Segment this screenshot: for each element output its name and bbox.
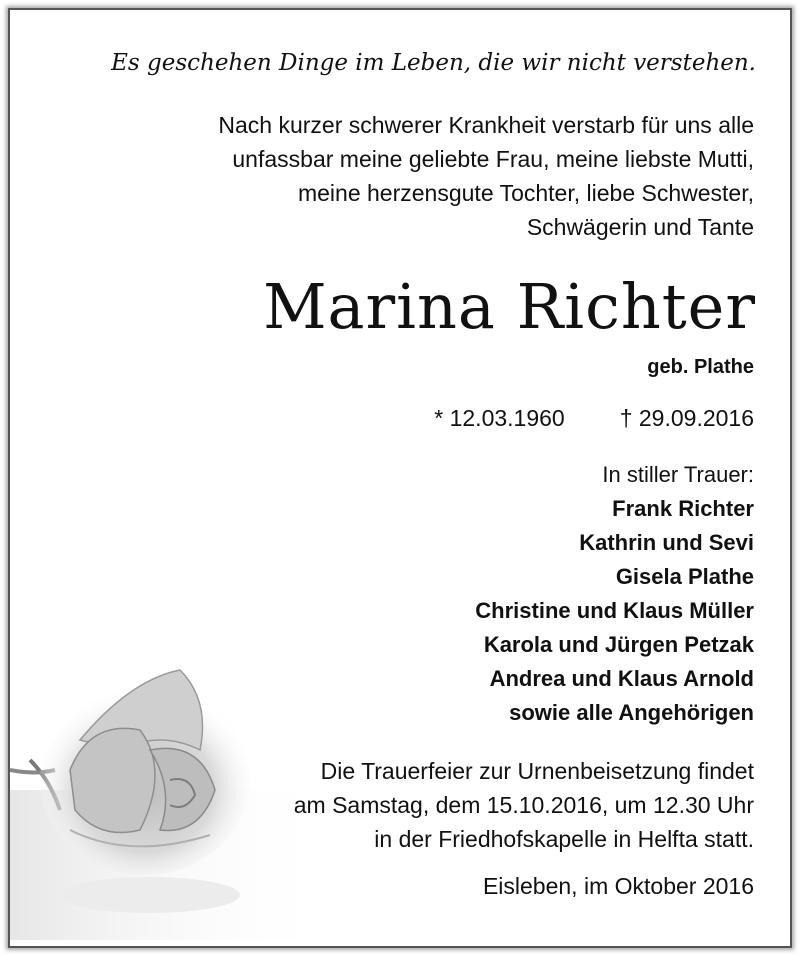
death-date: † 29.09.2016	[619, 405, 754, 431]
mourners-heading: In stiller Trauer:	[602, 462, 754, 487]
intro-line: unfassbar meine geliebte Frau, meine liebste Mutti,	[232, 146, 754, 172]
mourners-block	[475, 458, 754, 730]
intro-line: meine herzensgute Tochter, liebe Schwester,	[297, 180, 754, 206]
mourner-name: Kathrin und Sevi	[579, 530, 754, 555]
mourner-name: Andrea und Klaus Arnold	[489, 666, 754, 691]
ceremony-line: am Samstag, dem 15.10.2016, um 12.30 Uhr	[293, 792, 754, 818]
motto: Es geschehen Dinge im Leben, die wir nicht verstehen.	[111, 50, 756, 76]
life-dates	[434, 405, 754, 432]
birth-date: * 12.03.1960	[434, 405, 565, 431]
intro-line: Schwägerin und Tante	[526, 214, 754, 240]
maiden-name: geb. Plathe	[647, 356, 754, 378]
deceased-name: Marina Richter	[263, 270, 756, 343]
ceremony-line: Die Trauerfeier zur Urnenbeisetzung findet	[320, 758, 754, 784]
intro-line: Nach kurzer schwerer Krankheit verstarb für uns alle	[218, 112, 754, 138]
place-date: Eisleben, im Oktober 2016	[482, 873, 754, 899]
intro-text	[218, 108, 754, 244]
mourner-name: sowie alle Angehörigen	[509, 700, 754, 725]
ceremony-info	[294, 754, 754, 856]
rose-image	[10, 640, 340, 940]
mourner-name: Gisela Plathe	[615, 564, 754, 589]
mourner-name: Christine und Klaus Müller	[475, 598, 754, 623]
ceremony-line: in der Friedhofskapelle in Helfta statt.	[374, 826, 754, 852]
mourner-name: Karola und Jürgen Petzak	[483, 632, 754, 657]
mourner-name: Frank Richter	[612, 496, 754, 521]
